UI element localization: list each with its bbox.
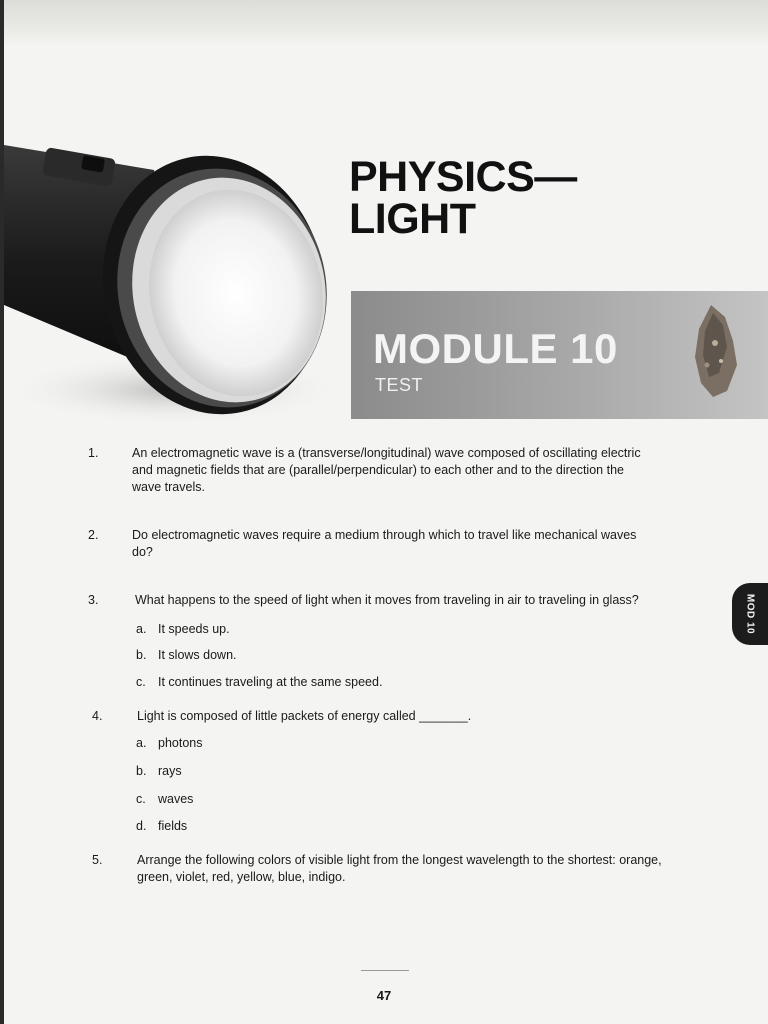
question-number: 4.	[92, 709, 103, 723]
option-3b	[136, 648, 237, 662]
question-number: 3.	[88, 593, 99, 607]
option-3c	[136, 675, 382, 689]
side-tab-label: MOD 10	[744, 593, 756, 635]
option-4c	[136, 792, 193, 806]
textbook-page	[4, 0, 768, 1024]
page-title	[349, 153, 577, 243]
option-4b	[136, 764, 182, 778]
option-4d	[136, 819, 187, 833]
question-number: 1.	[88, 446, 99, 460]
title-line-1: PHYSICS—	[349, 153, 577, 201]
module-title: MODULE 10	[373, 325, 618, 372]
page-number: 47	[376, 988, 392, 1003]
option-text: rays	[158, 764, 182, 778]
option-letter: a.	[136, 736, 147, 750]
question-number: 2.	[88, 528, 99, 542]
option-text: It continues traveling at the same speed.	[158, 675, 383, 689]
question-text: What happens to the speed of light when it moves from traveling in air to traveling in glass?	[135, 593, 639, 607]
option-4a	[136, 736, 202, 750]
option-letter: d.	[136, 819, 147, 833]
page-top-edge	[4, 0, 768, 46]
option-text: photons	[158, 736, 203, 750]
option-text: It speeds up.	[158, 622, 230, 636]
question-number: 5.	[92, 853, 103, 867]
option-letter: b.	[136, 764, 147, 778]
option-letter: a.	[136, 622, 147, 636]
option-letter: c.	[136, 792, 146, 806]
page-number-rule	[361, 970, 409, 971]
module-banner	[351, 291, 768, 419]
mineral-rock-icon	[689, 303, 741, 399]
question-text: Do electromagnetic waves require a medium through which to travel like mechanical waves do?	[132, 528, 637, 559]
question-text: An electromagnetic wave is a (transverse/longitudinal) wave composed of oscillating electric and magnetic fields that are (parallel/perpendicular) to each other and to the direction the wave travels.	[132, 446, 641, 494]
option-3a	[136, 622, 230, 636]
option-text: It slows down.	[158, 648, 237, 662]
flashlight-illustration	[4, 135, 344, 425]
option-letter: b.	[136, 648, 147, 662]
option-letter: c.	[136, 675, 146, 689]
option-text: waves	[158, 792, 194, 806]
question-text: Arrange the following colors of visible light from the longest wavelength to the shortest: orange, green, violet, red, yellow, blue, indigo.	[137, 853, 662, 884]
title-line-2: LIGHT	[349, 195, 476, 243]
option-text: fields	[158, 819, 188, 833]
module-subtitle: TEST	[375, 375, 424, 395]
module-side-tab	[732, 583, 768, 645]
question-text: Light is composed of little packets of energy called _______.	[137, 709, 472, 723]
